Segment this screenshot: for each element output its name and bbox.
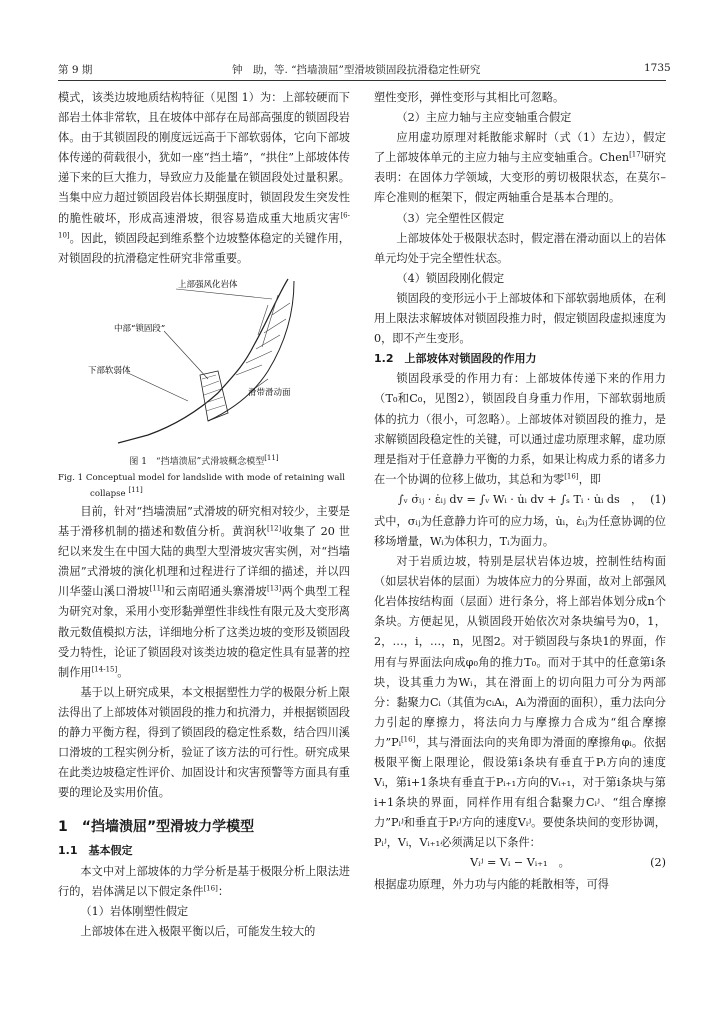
right-column [374,88,666,896]
label-lower-weak: 下部软弱体 [88,365,131,376]
equation-number: (1) [650,492,666,506]
header-page-number: 1735 [644,62,671,74]
assumption-heading: （2）主应力轴与主应变轴重合假定 [396,111,572,125]
equation-1: ∫ᵥ σ̇ᵢⱼ · ε̇ᵢⱼ dv = ∫ᵥ Wᵢ · u̇ᵢ dv + ∫ₛ Tᵢ · u̇ᵢ ds ， (1) [374,490,666,512]
paragraph: 根据虚功原理，外力功与内能的耗散相等，可得 [374,878,609,892]
paragraph: 基于以上研究成果，本文根据塑性力学的极限分析上限法得出了上部坡体对锁固段的推力和抗滑力，并根据锁固段的静力平衡方程，得到了锁固段的稳定性系数，结合四川溪口滑坡的工程实例分析，验证了该方法的可行性。研究成果在此类边坡稳定性评价、加固设计和灾害预警等方面具有重要的理论及实用价值。 [58,685,350,800]
paragraph: 式中，σᵢⱼ为任意静力许可的应力场，u̇ᵢ，ε̇ᵢⱼ为任意协调的位移场增量，Wᵢ为体积力，Tᵢ为面力。 [374,514,666,548]
figure-caption-cn: 图 1 “挡墙溃屈”式滑坡概念模型[11] [129,453,279,467]
paragraph: 上部坡体在进入极限平衡以后，可能发生较大的 [80,924,316,938]
figure-1-landslide-model [58,275,350,445]
label-slip-surface: 滑带滑动面 [248,387,291,398]
left-column [58,88,350,942]
assumption-heading: （4）锁固段刚化假定 [396,271,505,285]
section-heading: 1 “挡墙溃屈”型滑坡力学模型 [58,819,255,836]
header-title: 钟 助，等. “挡墙溃屈”型滑坡锁固段抗滑稳定性研究 [232,64,481,76]
header-issue: 第 9 期 [58,64,93,76]
label-upper-rock: 上部强风化岩体 [178,279,238,290]
figure-caption-en: Fig. 1 Conceptual model for landslide with mode of retaining wall collapse [11] [58,472,345,499]
leader-lower [128,373,188,401]
slope-surface [118,279,288,443]
label-locking-segment: 中部“锁固段” [114,323,166,334]
citation: [6-10] [58,210,350,239]
assumption-heading: （1）岩体刚塑性假定 [80,904,189,918]
header-rule [58,80,666,81]
paragraph: 锁固段的变形远小于上部坡体和下部软弱地质体，在利用上限法求解坡体对锁固段推力时，假定锁固段虚拟速度为 0，即不产生变形。 [374,291,666,346]
subsection-heading: 1.1 基本假定 [58,844,133,858]
paragraph: 上部坡体处于极限状态时，假定潜在滑动面以上的岩体单元均处于完全塑性状态。 [374,231,666,265]
paragraph: 塑性变形，弹性变形与其相比可忽略。 [374,91,565,104]
paragraph: 锁固段承受的作用力有：上部坡体传递下来的作用力（T₀和C₀，见图2），锁固段自身重力作用，下部软弱地质体的抗力（很小，可忽略）。上部坡体对锁固段的推力，是求解锁固段稳定性的关键，可以通过虚功原理求解，虚功原理是指对于任意静力平衡的力系，如果让构成力系的诸多力在一个协调的位移上做功，其总和为零[16]，即 [374,372,666,486]
paragraph: 对于岩质边坡，特别是层状岩体边坡，控制性结构面（如层状岩体的层面）为坡体应力的分界面，故对上部强风化岩体按结构面（层面）进行条分，将上部岩体划分成n个条块。方便起见，从锁固段开始依次对条块编号为0，1，2，…，i，…，n，见图2。对于锁固段与条块1的界面，作用有与界面法向成φ₀角的推力T₀。而对于其中的任意第i条块，设其重力为Wᵢ，其在滑面上的切向阻力可分为两部分：黏聚力Cᵢ（其值为cᵢAᵢ，Aᵢ为滑面的面积），重力法向分力引起的摩擦力，将法向力与摩擦力合成为“组合摩擦力”Pᵢ[16]，其与滑面法向的夹角即为滑面的摩擦角φᵢ。依据极限平衡上限理论，假设第i条块有垂直于Pᵢ方向的速度Vᵢ，第i+1条块有垂直于Pᵢ₊₁方向的Vᵢ₊₁，对于第i条块与第i+1条块的界面，同样作用有组合黏聚力Cᵢʲ、“组合摩擦力”Pᵢʲ和垂直于Pᵢʲ方向的速度Vᵢʲ。要使条块间的变形协调，Pᵢʲ，Vᵢ，Vᵢ₊₁必须满足以下条件： [374,555,667,850]
subsection-heading: 1.2 上部坡体对锁固段的作用力 [374,352,537,366]
rock-layers [236,295,290,375]
leader-middle [164,331,208,379]
paragraph: 模式，该类边坡地质结构特征（见图 1）为：上部较硬而下部岩土体非常软，且在坡体中部存在局部高强度的锁固段岩体。由于其锁固段的刚度远远高于下部软弱体，它向下部坡体传递的荷载很小，犹如一座“挡土墙”，“拱住”上部坡体传递下来的巨大推力，导致应力及能量在锁固段处过量积累。当集中应力超过锁固段岩体长期强度时，锁固段发生突发性的脆性破坏，形成高速滑坡，很容易造成重大地质灾害[6-10]。因此，锁固段起到维系整个边坡整体稳定的关键作用，对锁固段的抗滑稳定性研究非常重要。 [58,91,350,265]
paragraph: 应用虚功原理对耗散能求解时（式（1）左边），假定了上部坡体单元的主应力轴与主应变轴重合。Chen[17]研究表明：在固体力学领域，大变形的剪切极限状态，在莫尔–库仑准则的框架下，假定两轴重合是基本合理的。 [374,131,666,205]
paragraph: 本文中对上部坡体的力学分析是基于极限分析上限法进行的，岩体满足以下假定条件[16]： [58,864,350,898]
assumption-heading: （3）完全塑性区假定 [396,211,505,225]
equation-2: Vᵢʲ = Vᵢ − Vᵢ₊₁ 。 (2) [374,853,666,875]
leader-upper [176,289,272,299]
paragraph: 目前，针对“挡墙溃屈”式滑坡的研究相对较少，主要是基于滑移机制的描述和数值分析。黄润秋[12]收集了 20 世纪以来发生在中国大陆的典型大型滑坡灾害实例，对“挡墙溃屈”式滑坡的演化机理和过程进行了详细的描述，并以四川华蓥山溪口滑坡[11]和云南昭通头寨滑坡[13]两个典型工程为研究对象，采用小变形黏弹塑性非线性有限元及大变形离散元数值模拟方法，详细地分析了这类边坡的变形及锁固段受力特性，论证了锁固段对该类边坡的稳定性具有显著的控制作用[14-15]。 [58,504,350,679]
equation-number: (2) [650,856,666,870]
